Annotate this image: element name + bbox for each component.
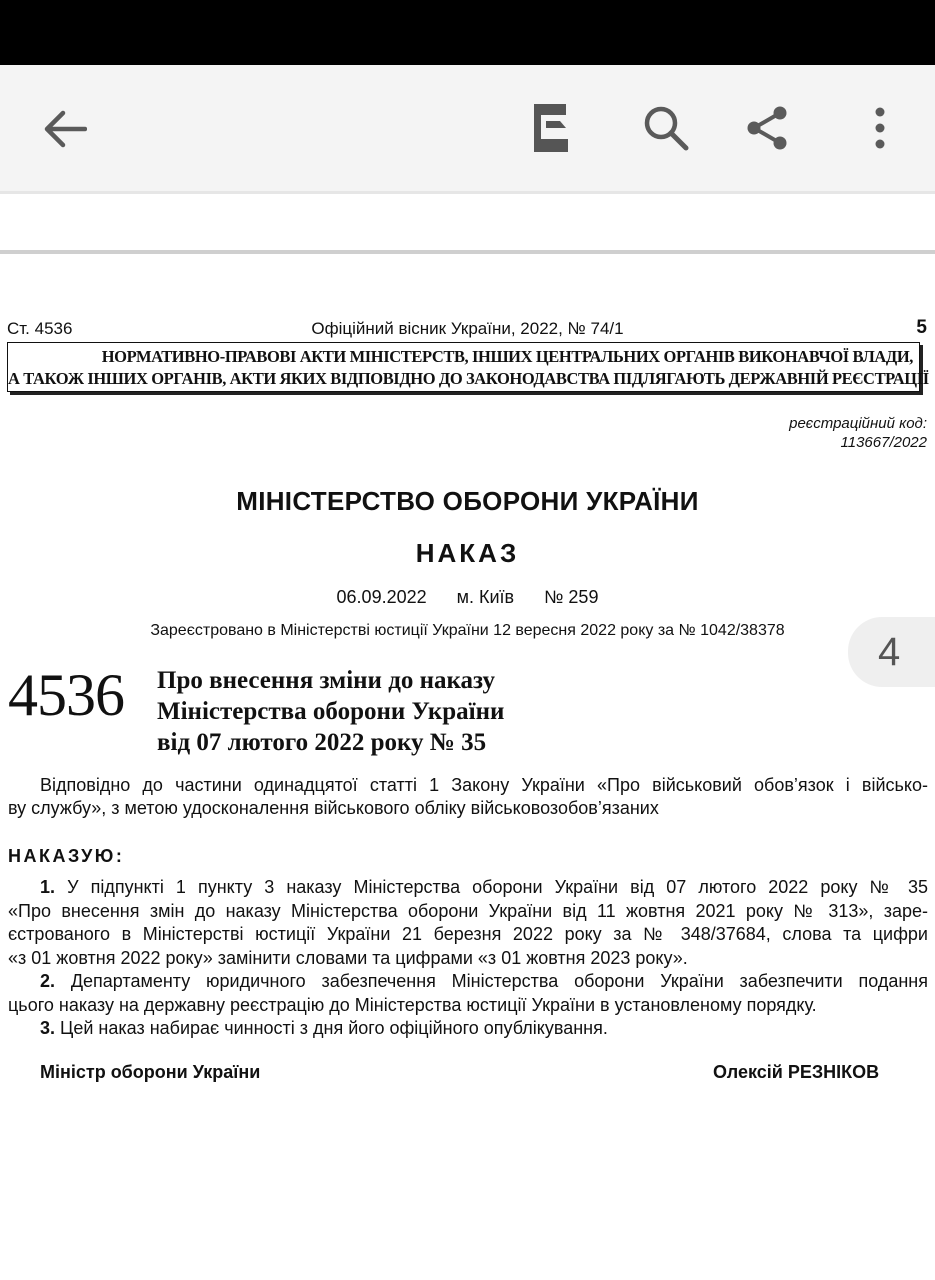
order-item-number: 3. (40, 1018, 56, 1038)
more-options-button[interactable] (850, 93, 910, 163)
registration-note: Зареєстровано в Міністерстві юстиції України 12 вересня 2022 року за № 1042/38378 (150, 622, 785, 639)
order-items (8, 876, 928, 1041)
act-number: 4536 (8, 662, 124, 728)
reading-mode-icon (532, 102, 572, 154)
ministry-name: МІНІСТЕРСТВО ОБОРОНИ УКРАЇНИ (236, 486, 699, 516)
order-item-text: цього наказу на державну реєстрацію до Міністерства юстиції України в установленому порядку. (8, 994, 817, 1015)
registration-code (789, 414, 927, 452)
reading-mode-button[interactable] (520, 93, 584, 163)
section-banner (7, 342, 929, 392)
page-number: 5 (916, 317, 927, 338)
order-item-text: єстрованого в Міністерстві юстиції України 21 березня 2022 року за № 348/37684, слова та цифри (8, 924, 928, 944)
order-item-text: Цей наказ набирає чинності з дня його офіційного опублікування. (60, 1018, 608, 1038)
preamble (8, 774, 928, 820)
banner-line-2: А ТАКОЖ ІНШИХ ОРГАНІВ, АКТИ ЯКИХ ВІДПОВІДНО ДО ЗАКОНОДАВСТВА ПІДЛЯГАЮТЬ ДЕРЖАВНІЙ РЕЄСТРАЦІЇ (8, 369, 929, 388)
order-item-text: Департаменту юридичного забезпечення Міністерства оборони України забезпечити подання (70, 971, 928, 991)
document-meta (0, 587, 935, 608)
page-indicator: 4 (848, 617, 935, 687)
banner-line-1: НОРМАТИВНО-ПРАВОВІ АКТИ МІНІСТЕРСТВ, ІНШИХ ЦЕНТРАЛЬНИХ ОРГАНІВ ВИКОНАВЧОЇ ВЛАДИ, (101, 347, 913, 366)
act-title (157, 665, 504, 758)
document-page[interactable] (0, 254, 935, 1280)
more-vert-icon (874, 106, 886, 150)
order-item-2 (8, 970, 928, 994)
order-item-3 (8, 1017, 928, 1041)
document-type: НАКАЗ (415, 538, 520, 568)
order-item-text: «Про внесення змін до наказу Міністерства оборони України від 11 жовтня 2021 року № 313», заре- (8, 900, 928, 921)
registration-code-label: реєстраційний код: (789, 415, 927, 432)
publication-header: Офіційний вісник України, 2022, № 74/1 (311, 319, 624, 338)
signatory-name: Олексій РЕЗНІКОВ (713, 1062, 880, 1082)
search-button[interactable] (632, 93, 700, 163)
act-title-line: від 07 лютого 2022 року № 35 (157, 729, 487, 756)
document-number: № 259 (544, 587, 599, 607)
order-heading: НАКАЗУЮ: (8, 846, 125, 866)
order-item-text: У підпункті 1 пункту 3 наказу Міністерства оборони України від 07 лютого 2022 року № 35 (67, 877, 928, 897)
preamble-line: ву службу», з метою удосконалення військового обліку військовозобов’язаних (8, 798, 659, 818)
order-item-number: 2. (40, 971, 56, 991)
order-item-1 (8, 876, 928, 900)
arrow-left-icon (41, 109, 87, 149)
top-app-bar (0, 65, 935, 194)
share-icon (745, 105, 791, 151)
document-date: 06.09.2022 (336, 587, 427, 607)
order-item-text: «з 01 жовтня 2022 року» замінити словами та цифрами «з 01 жовтня 2023 року». (8, 947, 688, 968)
act-title-line: Про внесення зміни до наказу (157, 667, 496, 694)
signatory-position: Міністр оборони України (40, 1062, 261, 1082)
search-icon (642, 104, 690, 152)
status-bar (0, 0, 935, 65)
toolbar-spacer (0, 194, 935, 254)
order-item-number: 1. (40, 877, 56, 897)
act-title-line: Міністерства оборони України (157, 698, 505, 725)
article-number: Ст. 4536 (7, 319, 73, 338)
share-button[interactable] (734, 93, 802, 163)
registration-code-value: 113667/2022 (840, 434, 927, 451)
back-button[interactable] (30, 95, 98, 163)
document-city: м. Київ (456, 587, 515, 607)
preamble-line: Відповідно до частини одинадцятої статті 1 Закону України «Про військовий обов’язок і військо- (40, 775, 928, 795)
